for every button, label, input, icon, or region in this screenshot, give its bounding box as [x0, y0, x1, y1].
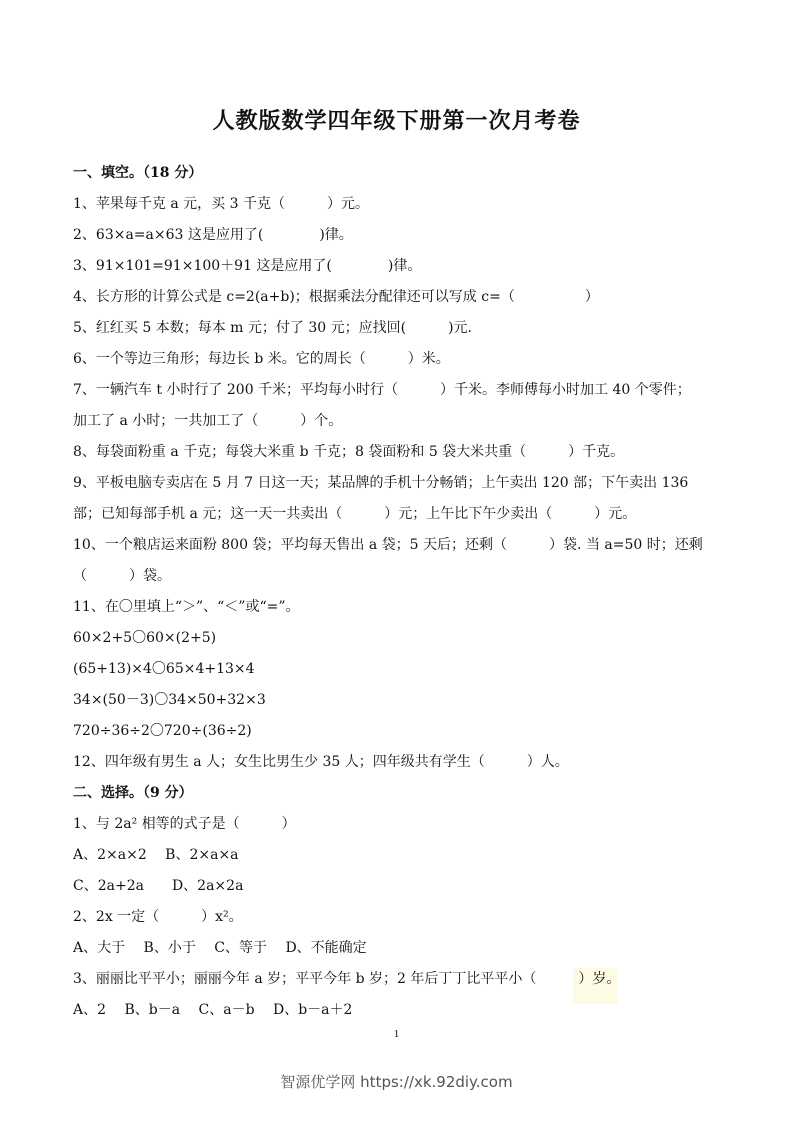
question-line: 6、一个等边三角形；每边长 b 米。它的周长（ ）米。 — [73, 351, 450, 367]
exam-content — [73, 158, 733, 1026]
question-line: 10、一个粮店运来面粉 800 袋；平均每天售出 a 袋；5 天后；还剩（ ）袋. 当 a=50 时；还剩 — [73, 537, 703, 553]
question-line: 3、91×101=91×100＋91 这是应用了( )律。 — [73, 258, 422, 274]
question-line: (65+13)×4〇65×4+13×4 — [73, 661, 255, 677]
question-line: 5、红红买 5 本数；每本 m 元；付了 30 元；应找回( )元. — [73, 320, 472, 336]
question-line: 2、63×a=a×63 这是应用了( )律。 — [73, 227, 353, 243]
question-line: 4、长方形的计算公式是 c=2(a+b)；根据乘法分配律还可以写成 c=（ ） — [73, 289, 599, 305]
section-heading: 一、填空。（18 分） — [73, 165, 203, 181]
question-line: 3、丽丽比平平小；丽丽今年 a 岁；平平今年 b 岁；2 年后丁丁比平平小（ ）岁。 — [73, 971, 621, 987]
question-line: 720÷36÷2〇720÷(36÷2) — [73, 723, 252, 739]
question-line: 1、与 2a² 相等的式子是（ ） — [73, 816, 296, 832]
question-line: 7、一辆汽车 t 小时行了 200 千米；平均每小时行（ ）千米。李师傅每小时加工 40 个零件； — [73, 382, 691, 398]
question-line: 部；已知每部手机 a 元；这一天一共卖出（ ）元；上午比下午少卖出（ ）元。 — [73, 506, 637, 522]
page-number: 1 — [393, 1028, 400, 1040]
question-line: （ ）袋。 — [73, 568, 171, 584]
question-line: 9、平板电脑专卖店在 5 月 7 日这一天；某品牌的手机十分畅销；上午卖出 120 部；下午卖出 136 — [73, 475, 689, 491]
question-line: 1、苹果每千克 a 元，买 3 千克（ ）元。 — [73, 196, 369, 212]
question-line: A、2×a×2 B、2×a×a — [73, 847, 239, 863]
question-line: 8、每袋面粉重 a 千克；每袋大米重 b 千克；8 袋面粉和 5 袋大米共重（ ）千克。 — [73, 444, 625, 460]
question-line: A、2 B、b－a C、a－b D、b－a＋2 — [73, 1002, 353, 1018]
question-line: 60×2+5〇60×(2+5) — [73, 630, 217, 646]
footer-watermark: 智源优学网 https://xk.92diy.com — [280, 1073, 513, 1091]
section-heading: 二、选择。（9 分） — [73, 785, 193, 801]
question-line: 2、2x 一定（ ）x²。 — [73, 909, 243, 925]
question-line: 12、四年级有男生 a 人；女生比男生少 35 人；四年级共有学生（ ）人。 — [73, 754, 569, 770]
question-line: A、大于 B、小于 C、等于 D、不能确定 — [73, 940, 367, 956]
page-title: 人教版数学四年级下册第一次月考卷 — [212, 108, 581, 134]
question-line: 加工了 a 小时；一共加工了（ ）个。 — [73, 413, 343, 429]
question-line: 11、在〇里填上“＞”、“＜”或“=”。 — [73, 599, 300, 615]
question-line: 34×(50－3)〇34×50+32×3 — [73, 692, 266, 708]
question-line: C、2a+2a D、2a×2a — [73, 878, 244, 894]
